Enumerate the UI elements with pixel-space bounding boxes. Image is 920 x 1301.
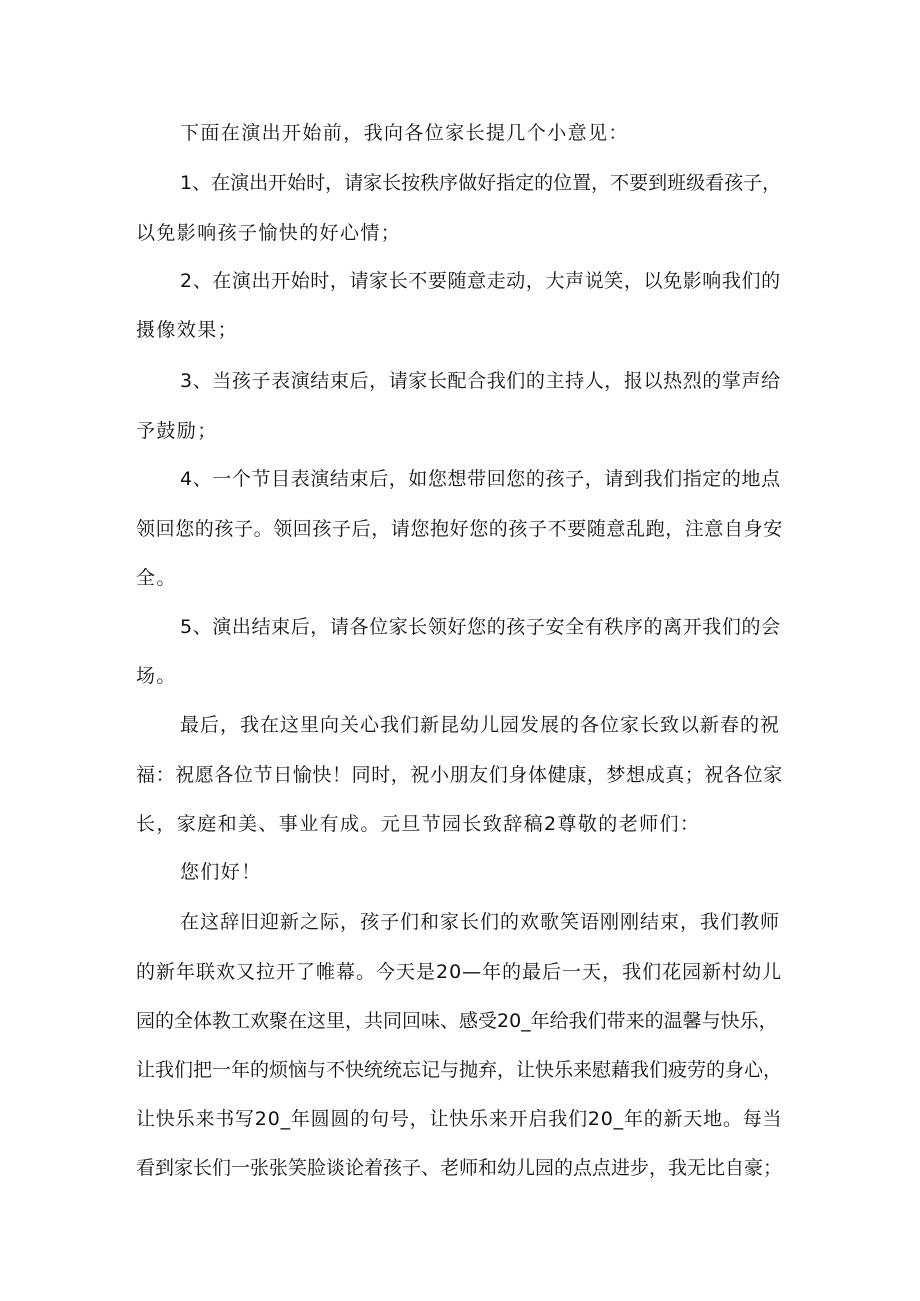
text-line: 领回您的孩子。领回孩子后，请您抱好您的孩子不要随意乱跑，注意自身安: [136, 518, 783, 540]
text-line: 最后，我在这里向关心我们新昆幼儿园发展的各位家长致以新春的祝: [180, 714, 781, 736]
text-line: 让我们把一年的烦恼与不快统统忘记与抛弃，让快乐来慰藉我们疲劳的身心，: [136, 1059, 783, 1081]
text-line: 长，家庭和美、事业有成。元旦节园长致辞稿2尊敬的老师们：: [136, 813, 701, 835]
text-line: 下面在演出开始前，我向各位家长提几个小意见：: [180, 122, 629, 144]
text-line: 5、演出结束后，请各位家长领好您的孩子安全有秩序的离开我们的会: [180, 616, 781, 638]
text-line: 福：祝愿各位节日愉快！同时，祝小朋友们身体健康，梦想成真；祝各位家: [136, 764, 783, 786]
text-line: 3、当孩子表演结束后，请家长配合我们的主持人，报以热烈的掌声给: [180, 370, 781, 392]
text-line: 您们好！: [180, 861, 262, 883]
text-line: 4、一个节目表演结束后，如您想带回您的孩子，请到我们指定的地点: [180, 468, 781, 490]
text-line: 摄像效果；: [136, 319, 239, 341]
text-line: 予鼓励；: [136, 420, 218, 442]
text-line: 让快乐来书写20_年圆圆的句号，让快乐来开启我们20_年的新天地。每当: [136, 1108, 783, 1130]
text-line: 看到家长们一张张笑脸谈论着孩子、老师和幼儿园的点点进步，我无比自豪；: [136, 1157, 783, 1179]
text-line: 1、在演出开始时，请家长按秩序做好指定的位置，不要到班级看孩子，: [180, 172, 782, 194]
text-line: 场。: [136, 665, 177, 687]
text-line: 园的全体教工欢聚在这里，共同回味、感受20_年给我们带来的温馨与快乐，: [136, 1010, 778, 1032]
text-line: 在这辞旧迎新之际，孩子们和家长们的欢歌笑语刚刚结束，我们教师: [180, 911, 781, 933]
text-line: 以免影响孩子愉快的好心情；: [136, 222, 402, 244]
text-line: 全。: [136, 567, 177, 589]
text-line: 的新年联欢又拉开了帷幕。今天是20—年的最后一天，我们花园新村幼儿: [136, 961, 783, 983]
text-line: 2、在演出开始时，请家长不要随意走动，大声说笑，以免影响我们的: [180, 270, 781, 292]
